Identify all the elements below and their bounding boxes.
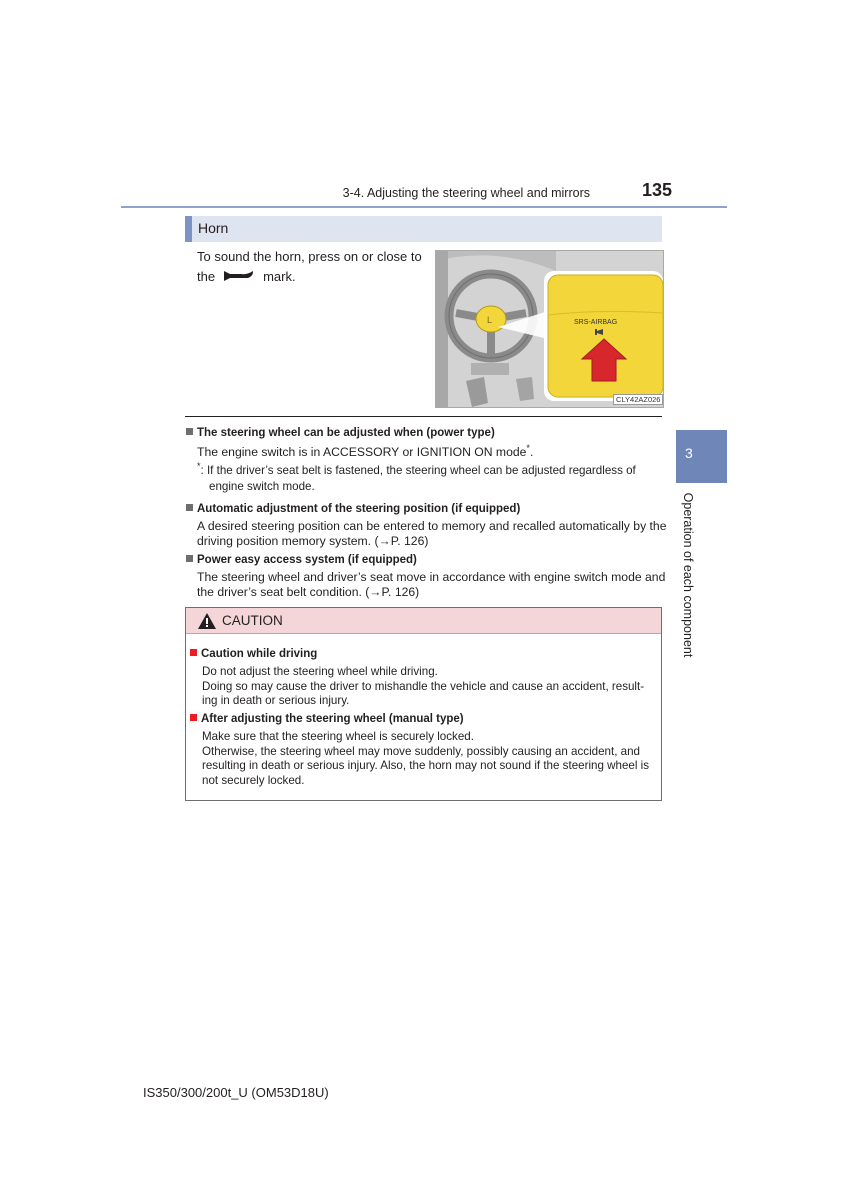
steering-wheel-illustration xyxy=(435,250,664,408)
caution-line: Otherwise, the steering wheel may move suddenly, possibly causing an accident, and xyxy=(202,744,641,758)
note-footnote xyxy=(197,461,667,477)
horn-text-line1: To sound the horn, press on or close to xyxy=(197,249,422,264)
note-body-sup: * xyxy=(526,443,530,453)
caution-line: resulting in death or serious injury. Also, the horn may not sound if the steering wheel is xyxy=(202,759,650,772)
chapter-tab[interactable] xyxy=(676,430,727,483)
note-title: The steering wheel can be adjusted when (power type) xyxy=(197,427,495,439)
caution-line: Do not adjust the steering wheel while driving. xyxy=(202,665,438,678)
footnote-line2: engine switch mode. xyxy=(209,480,315,493)
section-heading-bar xyxy=(185,216,662,242)
note-power-type xyxy=(186,425,666,441)
caution-item-body xyxy=(202,665,662,709)
caution-bullet xyxy=(190,714,197,721)
note-title: Power easy access system (if equipped) xyxy=(197,554,417,566)
section-heading: Horn xyxy=(198,220,229,236)
caution-line: Make sure that the steering wheel is securely locked. xyxy=(202,730,474,743)
note-body-text: The engine switch is in ACCESSORY or IGNITION ON mode xyxy=(197,445,527,460)
footnote-line1: : If the driver’s seat belt is fastened, the steering wheel can be adjusted regardless of xyxy=(200,463,636,477)
section-rule xyxy=(185,416,662,417)
chapter-title: 3-4. Adjusting the steering wheel and mirrors xyxy=(342,186,590,200)
horn-text-the: the xyxy=(197,269,216,284)
caution-line: not securely locked. xyxy=(202,773,305,787)
svg-text:L: L xyxy=(487,315,493,325)
model-footer: IS350/300/200t_U (OM53D18U) xyxy=(143,1085,329,1100)
steering-wheel-drawing xyxy=(436,251,663,407)
note-bullet xyxy=(186,555,193,562)
note-body-line1: The steering wheel and driver’s seat move in accordance with engine switch mode and xyxy=(197,570,666,584)
caution-label: CAUTION xyxy=(222,613,283,628)
caution-line: Doing so may cause the driver to mishandle the vehicle and cause an accident, result- xyxy=(202,679,645,693)
caution-bullet xyxy=(190,649,197,656)
footnote-mark: * xyxy=(197,461,201,471)
page-number: 135 xyxy=(641,180,672,200)
note-body-line2: the driver’s seat belt condition. (→P. 126) xyxy=(197,585,420,599)
warning-triangle-icon xyxy=(198,613,216,629)
header-rule xyxy=(121,206,727,208)
note-auto-adjust xyxy=(186,501,666,517)
note-body xyxy=(197,443,667,459)
note-easy-access xyxy=(186,552,666,568)
horn-icon xyxy=(223,270,255,282)
note-bullet xyxy=(186,504,193,511)
caution-item-driving xyxy=(190,646,660,662)
note-bullet xyxy=(186,428,193,435)
illustration-code: CLY42AZ026 xyxy=(613,394,663,405)
airbag-panel-label: SRS-AIRBAG xyxy=(574,319,618,326)
note-body-end: . xyxy=(529,445,534,460)
caution-item-after-adjust xyxy=(190,711,660,727)
horn-instructions xyxy=(197,247,432,287)
horn-text-mark: mark. xyxy=(263,269,296,284)
chapter-tab-number: 3 xyxy=(685,445,693,461)
note-body-line2: driving position memory system. (→P. 126) xyxy=(197,534,429,548)
caution-item-title: After adjusting the steering wheel (manual type) xyxy=(201,713,464,725)
caution-line: ing in death or serious injury. xyxy=(202,694,350,707)
note-title: Automatic adjustment of the steering position (if equipped) xyxy=(197,503,521,515)
note-body-line1: A desired steering position can be entered to memory and recalled automatically by the xyxy=(197,519,667,533)
chapter-tab-label: Operation of each component xyxy=(681,492,695,658)
caution-item-title: Caution while driving xyxy=(201,648,318,660)
caution-item-body xyxy=(202,730,662,788)
